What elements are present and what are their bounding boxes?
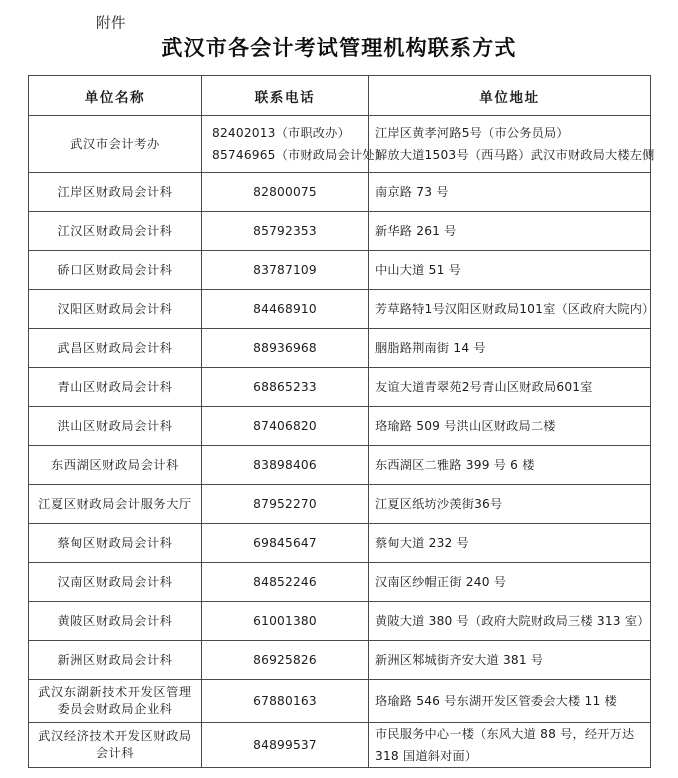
text-line: 85746965（市财政局会计处） <box>212 148 388 162</box>
text-line: 武汉东湖新技术开发区管理 <box>38 685 192 699</box>
cell-unit-name <box>29 329 202 368</box>
cell-address <box>369 602 651 641</box>
cell-phone <box>202 524 369 563</box>
cell-address <box>369 485 651 524</box>
cell-unit-name <box>29 251 202 290</box>
cell-phone <box>202 116 388 173</box>
cell-unit-name <box>29 212 202 251</box>
cell-address <box>369 329 651 368</box>
cell-address <box>369 290 655 329</box>
table-body <box>29 116 655 768</box>
text-line: 中山大道 51 号 <box>375 263 461 277</box>
text-line: 86925826 <box>253 653 317 667</box>
cell-phone <box>202 368 369 407</box>
cell-address <box>369 723 651 768</box>
table-row <box>29 173 651 212</box>
cell-unit-name <box>29 641 202 680</box>
text-line: 青山区财政局会计科 <box>57 379 173 394</box>
text-line: 胭脂路荆南街 14 号 <box>375 341 486 355</box>
cell-phone <box>202 602 369 641</box>
text-line: 友谊大道青翠苑2号青山区财政局601室 <box>375 380 593 394</box>
cell-address <box>369 563 651 602</box>
table-header-row <box>29 76 651 116</box>
text-line: 武汉经济技术开发区财政局 <box>38 729 192 743</box>
text-line: 东西湖区二雅路 399 号 6 楼 <box>375 458 535 472</box>
text-line: 85792353 <box>253 224 317 238</box>
cell-unit-name <box>29 446 202 485</box>
cell-unit-name <box>29 485 202 524</box>
cell-phone <box>202 641 369 680</box>
table-row <box>29 524 651 563</box>
text-line: 蔡甸大道 232 号 <box>375 536 469 550</box>
cell-address <box>369 368 651 407</box>
cell-phone <box>202 680 369 723</box>
text-line: 新华路 261 号 <box>375 224 457 238</box>
cell-phone <box>202 290 369 329</box>
column-header-phone: 联系电话 <box>202 76 369 116</box>
contact-table <box>28 75 655 768</box>
table-row <box>29 446 651 485</box>
text-line: 82402013（市职改办） <box>212 126 350 140</box>
text-line: 87406820 <box>253 419 317 433</box>
cell-phone <box>202 251 369 290</box>
cell-unit-name <box>29 563 202 602</box>
text-line: 珞瑜路 546 号东湖开发区管委会大楼 11 楼 <box>375 694 617 708</box>
cell-phone <box>202 446 369 485</box>
table-row <box>29 251 651 290</box>
cell-unit-name <box>29 290 202 329</box>
text-line: 蔡甸区财政局会计科 <box>57 535 173 550</box>
table-row <box>29 116 651 173</box>
cell-unit-name <box>29 116 202 173</box>
text-line: 江夏区财政局会计服务大厅 <box>38 496 192 511</box>
cell-address <box>369 524 651 563</box>
table-row <box>29 680 651 723</box>
cell-unit-name <box>29 368 202 407</box>
text-line: 88936968 <box>253 341 317 355</box>
text-line: 新洲区邾城街齐安大道 381 号 <box>375 653 544 667</box>
text-line: 南京路 73 号 <box>375 185 449 199</box>
text-line: 会计科 <box>95 746 135 760</box>
cell-unit-name <box>29 407 202 446</box>
text-line: 汉南区纱帽正街 240 号 <box>375 575 507 589</box>
text-line: 江岸区黄孝河路5号（市公务员局） <box>375 126 569 140</box>
column-header-address: 单位地址 <box>369 76 651 116</box>
text-line: 新洲区财政局会计科 <box>57 652 173 667</box>
cell-unit-name <box>29 602 202 641</box>
cell-unit-name <box>29 524 202 563</box>
text-line: 珞瑜路 509 号洪山区财政局二楼 <box>375 419 556 433</box>
cell-address <box>369 116 655 173</box>
table-row <box>29 329 651 368</box>
text-line: 芳草路特1号汉阳区财政局101室（区政府大院内） <box>375 302 655 316</box>
text-line: 67880163 <box>253 694 317 708</box>
text-line: 黄陂大道 380 号（政府大院财政局三楼 313 室） <box>375 614 650 628</box>
cell-address <box>369 407 651 446</box>
cell-address <box>369 212 651 251</box>
text-line: 318 国道斜对面） <box>375 749 478 763</box>
cell-phone <box>202 485 369 524</box>
cell-unit-name <box>29 173 202 212</box>
cell-address <box>369 446 651 485</box>
cell-phone <box>202 173 369 212</box>
cell-unit-name <box>29 680 202 723</box>
attachment-label: 附件 <box>96 16 126 32</box>
text-line: 87952270 <box>253 497 317 511</box>
table-row <box>29 212 651 251</box>
contact-table-wrapper <box>28 75 655 768</box>
cell-phone <box>202 723 369 768</box>
table-row <box>29 485 651 524</box>
cell-phone <box>202 329 369 368</box>
text-line: 解放大道1503号（西马路）武汉市财政局大楼左侧 <box>375 148 655 162</box>
text-line: 82800075 <box>253 185 317 199</box>
table-row <box>29 641 651 680</box>
cell-address <box>369 173 651 212</box>
table-row <box>29 368 651 407</box>
cell-phone <box>202 407 369 446</box>
page-title: 武汉市各会计考试管理机构联系方式 <box>161 36 517 60</box>
cell-address <box>369 680 651 723</box>
cell-address <box>369 251 651 290</box>
text-line: 汉阳区财政局会计科 <box>57 301 173 316</box>
text-line: 84468910 <box>253 302 317 316</box>
cell-phone <box>202 563 369 602</box>
table-row <box>29 602 651 641</box>
text-line: 硚口区财政局会计科 <box>57 262 173 277</box>
text-line: 黄陂区财政局会计科 <box>57 613 173 628</box>
text-line: 83898406 <box>253 458 317 472</box>
text-line: 84899537 <box>253 738 317 752</box>
text-line: 委员会财政局企业科 <box>57 702 173 716</box>
text-line: 江汉区财政局会计科 <box>57 223 173 238</box>
text-line: 市民服务中心一楼（东风大道 88 号，经开万达 <box>375 727 635 741</box>
text-line: 洪山区财政局会计科 <box>57 418 173 433</box>
cell-phone <box>202 212 369 251</box>
table-row <box>29 563 651 602</box>
table-row <box>29 407 651 446</box>
cell-unit-name <box>29 723 202 768</box>
table-row <box>29 290 651 329</box>
text-line: 84852246 <box>253 575 317 589</box>
text-line: 汉南区财政局会计科 <box>57 574 173 589</box>
text-line: 61001380 <box>253 614 317 628</box>
text-line: 武昌区财政局会计科 <box>57 340 173 355</box>
text-line: 83787109 <box>253 263 317 277</box>
table-row <box>29 723 651 768</box>
text-line: 江岸区财政局会计科 <box>57 184 173 199</box>
text-line: 69845647 <box>253 536 317 550</box>
column-header-unit-name: 单位名称 <box>29 76 202 116</box>
text-line: 武汉市会计考办 <box>70 136 160 151</box>
text-line: 东西湖区财政局会计科 <box>51 457 179 472</box>
text-line: 江夏区纸坊沙羡街36号 <box>375 497 503 511</box>
table-header <box>29 76 651 116</box>
cell-address <box>369 641 651 680</box>
text-line: 68865233 <box>253 380 317 394</box>
